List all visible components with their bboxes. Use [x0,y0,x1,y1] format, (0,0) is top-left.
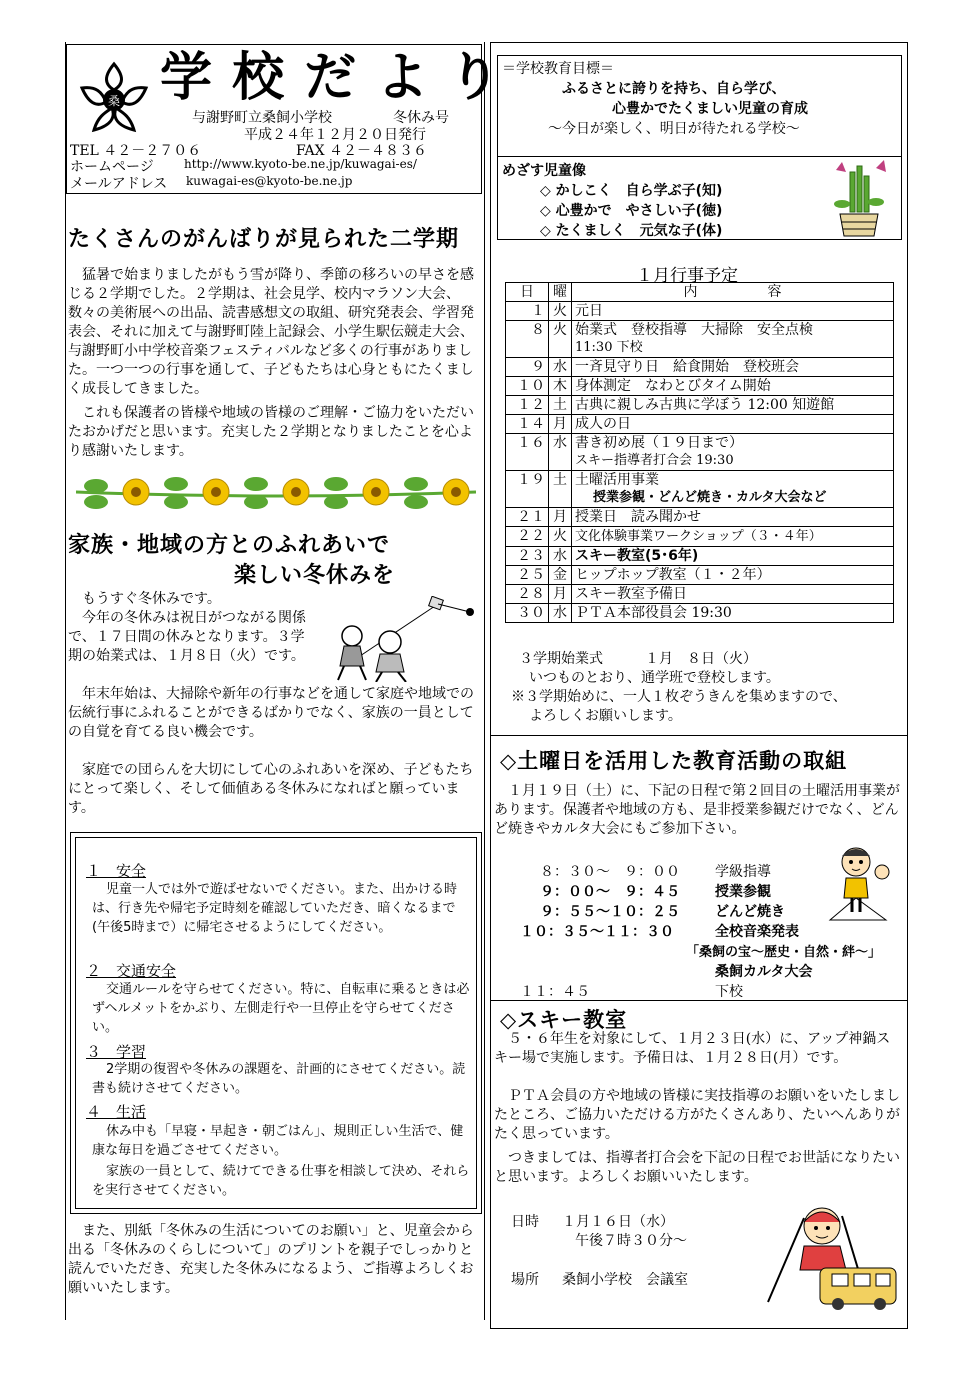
schedule-time: ８：３０～ ９：００ [540,864,680,880]
calendar-row [506,377,894,396]
calendar-day: ２２ [506,527,549,547]
calendar-row [506,508,894,527]
calendar-event [572,566,894,585]
calendar-weekday: 金 [549,566,572,585]
calendar-event-text: スキー教室予備日 [575,586,687,602]
meeting-place-label: 場所 [511,1272,539,1288]
ski-heading: ◇スキー教室 [500,1008,628,1032]
calendar-event [572,377,894,396]
calendar-weekday: 土 [549,471,572,508]
section-divider [490,1000,908,1001]
schedule-item-2: 授業参観 [715,884,771,900]
article1-para1: 猛暑で始まりましたがもう雪が降り、季節の移ろいの早さを感じる２学期でした。２学期は、社会見学、校内マラソン大会、数々の美術展への出品、読書感想文の取組、研究発表会、学習発表会、それに加えて与謝野町陸上記録会、小学生駅伝競走大会、与謝野町小中学校音楽フェスティバルなど多くの行事がありました。一つ一つの行事を通して、子どもたちは心身ともにたくましく成長してきました。 [68,267,474,397]
calendar-day: １０ [506,377,549,396]
calendar-event [572,604,894,623]
goals-line3: ～今日が楽しく、明日が待たれる学校～ [548,121,800,137]
calendar-row [506,527,894,547]
ideal-item-3: ◇ たくましく 元気な子(体) [540,223,723,239]
calendar-event-text: 授業日 読み聞かせ [575,509,701,525]
saturday-heading: ◇土曜日を活用した教育活動の取組 [500,749,848,773]
calendar-event [572,302,894,321]
calendar-weekday: 水 [549,358,572,377]
issue-label: 冬休み号 [393,110,449,126]
ski-para2: ＰＴＡ会員の方や地域の皆様に実技指導のお願いをいたしましたところ、ご協力いただける方がたくさんあり、たいへんありがたく思っています。 [494,1088,900,1142]
calendar-weekday: 火 [549,302,572,321]
goals-line2: 心豊かでたくましい児童の育成 [612,101,808,117]
sunflower-garland [76,472,476,512]
rule-traffic-text: 交通ルールを守らせてください。特に、自転車に乗るときは必ずヘルメットをかぶり、左側走行や一旦停止を守らせてください。 [92,982,470,1035]
calendar-weekday: 火 [549,321,572,358]
rule-study-title: ３ 学習 [86,1043,147,1061]
newsletter-title: 学 校 だ よ り [160,48,502,108]
calendar-day: ８ [506,321,549,358]
calendar-day: ２８ [506,585,549,604]
calendar-weekday: 火 [549,527,572,547]
article2-heading-line2: 楽しい冬休みを [234,563,396,588]
calendar-event [572,508,894,527]
calendar-note-2: ※３学期始めに、一人１枚ぞうきんを集めますので、 [511,689,847,705]
calendar-day: ２５ [506,566,549,585]
tel-number: TEL ４２－２７０６ [70,143,202,159]
schedule-time: ９：５５～１０：２５ [540,904,680,920]
calendar-event-subtext: スキー指導者打合会 19:30 [575,453,734,468]
calendar-day: ２３ [506,547,549,566]
saturday-paragraph: １月１９日（土）に、下記の日程で第２回目の土曜活用事業があります。保護者や地域の方も、是非授業参観だけでなく、どんど焼きやカルタ大会にもご参加下さい。 [494,783,900,837]
article2-para3: 年末年始は、大掃除や新年の行事などを通して家庭や地域での伝統行事にふれることができるばかりでなく、家族の一員としての自覚を育てる良い機会です。 [68,686,474,740]
calendar-weekday: 月 [549,415,572,434]
homepage-url[interactable]: http://www.kyoto-be.ne.jp/kuwagai-es/ [184,157,417,171]
rule-life-text1: 休み中も「早寝・早起き・朝ごはん」、規則正しい生活で、健康な毎日を過ごさせてください。 [92,1124,464,1158]
calendar-event [572,547,894,566]
email-address[interactable]: kuwagai-es@kyoto-be.ne.jp [186,174,353,188]
issue-date: 平成２４年１２月２０日発行 [244,127,426,143]
calendar-event-text: 一斉見守り日 給食開始 登校班会 [575,359,799,375]
article2-para2: 今年の冬休みは祝日がつながる関係で、１７日間の休みとなります。３学期の始業式は、１月８日（火）です。 [68,610,306,664]
calendar-weekday: 木 [549,377,572,396]
article2-heading-line1: 家族・地域の方とのふれあいで [68,533,391,558]
schedule-item-4: 全校音楽発表 [715,924,799,940]
calendar-event-text: ヒップホップ教室（１・２年） [575,567,771,583]
skier-bus-illustration [760,1198,900,1310]
calendar-row [506,358,894,377]
calendar-row [506,321,894,358]
rule-life-text2: 家族の一員として、続けてできる仕事を相談して決め、それらを実行させてください。 [92,1164,470,1198]
calendar-event [572,415,894,434]
calendar-header-day: 日 [506,283,549,302]
calendar-event [572,527,894,547]
calendar-weekday: 月 [549,585,572,604]
boy-illustration [824,842,894,922]
schedule-time: ９：００～ ９：４５ [540,884,680,900]
calendar-row [506,547,894,566]
calendar-event-text: 成人の日 [575,416,631,432]
schedule-item-3: どんど焼き [715,904,785,920]
calendar-weekday: 水 [549,547,572,566]
schedule-row-1 [540,862,680,882]
calendar-day: １６ [506,434,549,471]
calendar-event-text: 古典に親しみ古典に学ぼう 12:00 知遊館 [575,397,835,413]
goals-label: ＝学校教育目標＝ [502,61,614,77]
article1-heading: たくさんのがんばりが見られた二学期 [68,227,460,252]
calendar-note-3: よろしくお願いします。 [529,708,682,724]
karuta-event: 桑飼カルタ大会 [715,964,813,980]
calendar-row [506,604,894,623]
calendar-row [506,302,894,321]
school-name: 与謝野町立桑飼小学校 [192,110,332,126]
calendar-day: １９ [506,471,549,508]
ideal-item-1: ◇ かしこく 自ら学ぶ子(知) [540,183,723,199]
music-title: 「桑飼の宝～歴史・自然・絆～」 [686,945,882,960]
calendar-weekday: 土 [549,396,572,415]
rule-safety-title: １ 安全 [86,862,147,880]
calendar-event [572,396,894,415]
calendar-weekday: 水 [549,434,572,471]
calendar-event [572,434,894,471]
meeting-date: １月１６日（水） [562,1214,674,1230]
calendar-day: ２１ [506,508,549,527]
ski-para3: つきましては、指導者打合会を下記の日程でお世話になりたいと思います。よろしくお願いいたします。 [494,1150,900,1185]
school-emblem [74,58,154,138]
rule-life-title: ４ 生活 [86,1103,147,1121]
calendar-event-text: 始業式 登校指導 大掃除 安全点検 [575,322,813,338]
section-divider [490,735,908,736]
calendar-event-subtext: 11:30 下校 [575,340,643,355]
calendar-event-text: 書き初め展（１９日まで） [575,435,743,451]
rule-traffic-title: ２ 交通安全 [86,962,177,980]
schedule-row-4 [520,922,674,942]
calendar-row [506,585,894,604]
homepage-label: ホームページ [70,159,154,175]
article1-para2: これも保護者の皆様や地域の皆様のご理解・ご協力をいただいたおかげだと思います。充実した２学期となりましたことを心より感謝いたします。 [68,405,474,459]
meeting-date-label: 日時 [511,1214,539,1230]
calendar-weekday: 月 [549,508,572,527]
article2-para1: もうすぐ冬休みです。 [82,591,221,607]
dismissal-item: 下校 [715,984,743,1000]
calendar-header-content: 内 容 [572,283,894,302]
schedule-time: １０：３５～１１：３０ [520,924,674,940]
calendar-weekday: 水 [549,604,572,623]
calendar-event [572,321,894,358]
rule-study-text: 2学期の復習や冬休みの課題を、計画的にさせてください。読書も続けさせてください。 [92,1062,466,1096]
svg-text:桑: 桑 [107,94,121,108]
calendar-row [506,396,894,415]
calendar-event [572,471,894,508]
meeting-time: 午後７時３０分～ [575,1233,687,1249]
calendar-note-1: いつものとおり、通学班で登校します。 [529,670,780,686]
fax-number: FAX ４２－４８３６ [296,143,428,159]
term-start-date: ３学期始業式 １月 ８日（火） [519,651,757,667]
calendar-header-weekday: 曜 [549,283,572,302]
calendar-event-text: スキー教室(5･6年) [575,548,699,564]
schedule-row-3 [540,902,680,922]
calendar-row [506,434,894,471]
calendar-day: ３０ [506,604,549,623]
calendar-day: ９ [506,358,549,377]
ideal-student-label: めざす児童像 [502,163,586,179]
calendar-event-text: 元日 [575,303,603,319]
ideal-item-2: ◇ 心豊かで やさしい子(徳) [540,203,723,219]
calendar-event-text: 文化体験事業ワークショップ（３・４年） [575,529,822,544]
email-label: メールアドレス [70,176,168,192]
calendar-table [505,282,894,623]
calendar-row [506,415,894,434]
kite-flying-illustration [320,596,478,682]
calendar-event [572,358,894,377]
calendar-day: １４ [506,415,549,434]
article2-para4: 家庭での団らんを大切にして心のふれあいを深め、子どもたちにとって楽しく、そして価値ある冬休みになればと願っています。 [68,762,474,816]
closing-paragraph: また、別紙「冬休みの生活についてのお願い」と、児童会から出る「冬休みのくらしについて」のプリントを親子でしっかりと読んでいただき、充実した冬休みになるよう、ご指導よろしくお願いいたします。 [68,1223,474,1296]
calendar-day: １ [506,302,549,321]
calendar-row [506,566,894,585]
calendar-event-text: 土曜活用事業 [575,472,659,488]
rule-safety-text: 児童一人では外で遊ばせないでください。また、出かける時は、行き先や帰宅予定時刻を確認していただき、暗くなるまで(午後5時まで）に帰宅させるようにしてください。 [92,882,458,935]
calendar-day: １２ [506,396,549,415]
ski-para1: ５・６年生を対象にして、１月２３日(水）に、アップ神鍋スキー場で実施します。予備日は、１月２８日(月）です。 [494,1031,891,1066]
calendar-event-text: 身体測定 なわとびタイム開始 [575,378,771,394]
schedule-row-2 [540,882,680,902]
kadomatsu-illustration [826,158,892,238]
goals-divider [497,156,901,157]
calendar-title: １月行事予定 [636,266,738,286]
calendar-header-row [506,283,894,302]
dismissal-time: １１：４５ [520,984,590,1000]
schedule-item-1: 学級指導 [715,864,771,880]
calendar-event-subtext: 授業参観・どんど焼き・カルタ大会など [593,490,827,505]
calendar-row [506,471,894,508]
meeting-place: 桑飼小学校 会議室 [562,1272,688,1288]
calendar-event-text: ＰＴＡ本部役員会 19:30 [575,605,732,621]
calendar-event [572,585,894,604]
goals-line1: ふるさとに誇りを持ち、自ら学び、 [562,81,786,97]
